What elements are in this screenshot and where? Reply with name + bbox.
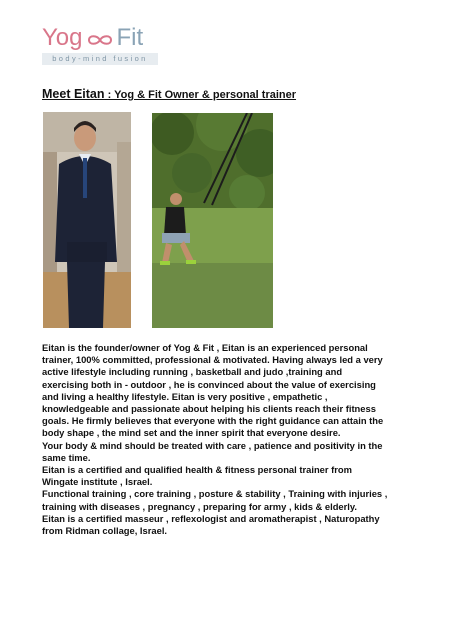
heading-name: Meet Eitan [42, 87, 105, 101]
portrait-photo-suit [43, 112, 131, 328]
bio-line: body shape , the mind set and the inner spirit that everyone desire. [42, 427, 341, 439]
bio-line: Wingate institute , Israel. [42, 476, 153, 488]
brand-logo [42, 22, 160, 68]
logo-wordmark [42, 22, 160, 50]
logo-tagline: body-mind fusion [42, 53, 158, 65]
logo-word-yog: Yog [42, 24, 83, 51]
bio-line: from Ridman collage, Israel. [42, 525, 168, 537]
training-photo-park [152, 113, 273, 328]
heading-role: : Yog & Fit Owner & personal trainer [104, 89, 297, 101]
bio-line: Your body & mind should be treated with care , patience and positivity in the [42, 439, 383, 451]
bio-line: exercising both in - outdoor , he is convinced about the value of exercising [42, 378, 376, 390]
bio-text [42, 342, 414, 537]
bio-line: Functional training , core training , posture & stability , Training with injuries , [42, 488, 388, 500]
bio-line: goals. He firmly believes that everyone with the right guidance can attain the [42, 415, 384, 427]
bio-line: knowledgeable and passionate about helping his clients reach their fitness [42, 403, 376, 415]
section-heading [42, 87, 296, 101]
bio-line: Eitan is a certified masseur , reflexologist and aromatherapist , Naturopathy [42, 512, 380, 524]
bio-line: active lifestyle including running , basketball and judo ,training and [42, 366, 343, 378]
bio-line: Eitan is a certified and qualified health & fitness personal trainer from [42, 464, 352, 476]
logo-word-fit: Fit [116, 24, 144, 51]
bio-line: same time. [42, 451, 91, 463]
bio-line: Eitan is the founder/owner of Yog & Fit , Eitan is an experienced personal [42, 342, 368, 353]
bio-line: trainer, 100% committed, professional & motivated. Having always led a very [42, 354, 383, 366]
bio-line: and living a healthy lifestyle. Eitan is very positive , empathetic , [42, 390, 328, 402]
infinity-icon [85, 32, 115, 48]
bio-line: training with diseases , pregnancy , preparing for army , kids & elderly. [42, 500, 358, 512]
